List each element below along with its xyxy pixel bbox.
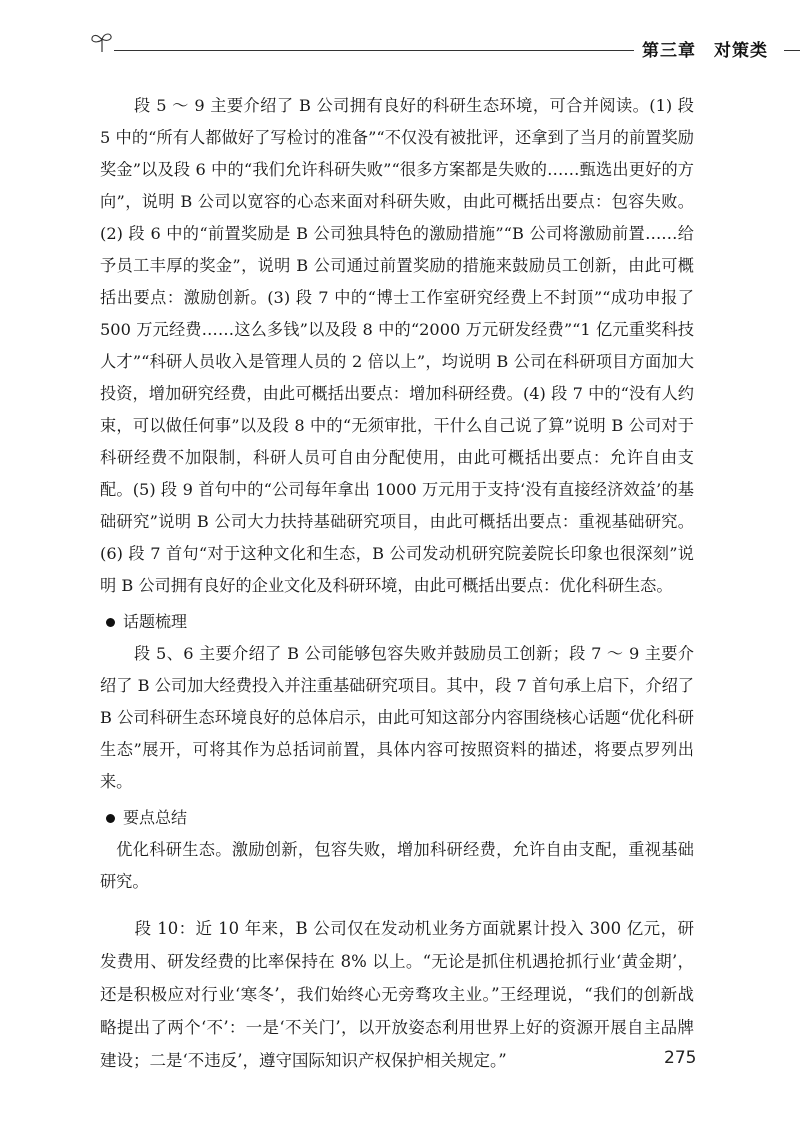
section-heading-topic	[100, 606, 694, 638]
sprout-icon	[88, 30, 116, 54]
bullet-icon	[106, 618, 115, 627]
summary-paragraph: 优化科研生态。激励创新，包容失败，增加科研经费，允许自由支配，重视基础研究。	[100, 840, 694, 891]
section-title: 话题梳理	[123, 612, 188, 631]
page-number: 275	[664, 1048, 697, 1068]
section-heading-summary	[100, 802, 694, 834]
topic-paragraph: 段 5、6 主要介绍了 B 公司能够包容失败并鼓励员工创新；段 7 ～ 9 主要介绍了 B 公司加大经费投入并注重基础研究项目。其中，段 7 首句承上启下，介绍了 B 公司科研生态环境良好的总体启示，由此可知这部分内容围绕核心话题“优化科研生态”展开，可将其作为总括词前置，具体内容可按照资料的描述，将要点罗列出来。	[100, 644, 694, 791]
bullet-icon	[106, 814, 115, 823]
source-paragraph: 段 10：近 10 年来，B 公司仅在发动机业务方面就累计投入 300 亿元，研发费用、研发经费的比率保持在 8% 以上。“无论是抓住机遇抢抓行业‘黄金期’，还是积极应对行业‘寒冬’，我们始终心无旁骛攻主业。”王经理说，“我们的创新战略提出了两个‘不’：一是‘不关门’，以开放姿态利用世界上好的资源开展自主品牌建设；二是‘不违反’，遵守国际知识产权保护相关规定。”	[100, 919, 694, 1070]
analysis-paragraph: 段 5 ～ 9 主要介绍了 B 公司拥有良好的科研生态环境，可合并阅读。(1) 段 5 中的“所有人都做好了写检讨的准备”“不仅没有被批评，还拿到了当月的前置奖励奖金”以及段 6 中的“我们允许科研失败”“很多方案都是失败的……甄选出更好的方向”，说明 B 公司以宽容的心态来面对科研失败，由此可概括出要点：包容失败。(2) 段 6 中的“前置奖励是 B 公司独具特色的激励措施”“B 公司将激励前置……给予员工丰厚的奖金”，说明 B 公司通过前置奖励的措施来鼓励员工创新，由此可概括出要点：激励创新。(3) 段 7 中的“博士工作室研究经费上不封顶”“成功申报了 500 万元经费……这么多钱”以及段 8 中的“2000 万元研发经费”“1 亿元重奖科技人才”“科研人员收入是管理人员的 2 倍以上”，均说明 B 公司在科研项目方面加大投资，增加研究经费，由此可概括出要点：增加科研经费。(4) 段 7 中的“没有人约束，可以做任何事”以及段 8 中的“无须审批，干什么自己说了算”说明 B 公司对于科研经费不加限制，科研人员可自由分配使用，由此可概括出要点：允许自由支配。(5) 段 9 首句中的“公司每年拿出 1000 万元用于支持‘没有直接经济效益’的基础研究”说明 B 公司大力扶持基础研究项目，由此可概括出要点：重视基础研究。(6) 段 7 首句“对于这种文化和生态，B 公司发动机研究院姜院长印象也很深刻”说明 B 公司拥有良好的企业文化及科研环境，由此可概括出要点：优化科研生态。	[100, 96, 694, 595]
header-rule-right	[784, 50, 800, 51]
section-title: 要点总结	[123, 808, 188, 827]
page-body	[100, 90, 697, 1077]
header-rule-left	[114, 50, 634, 51]
chapter-title: 第三章 对策类	[642, 41, 768, 61]
running-header	[88, 30, 776, 60]
